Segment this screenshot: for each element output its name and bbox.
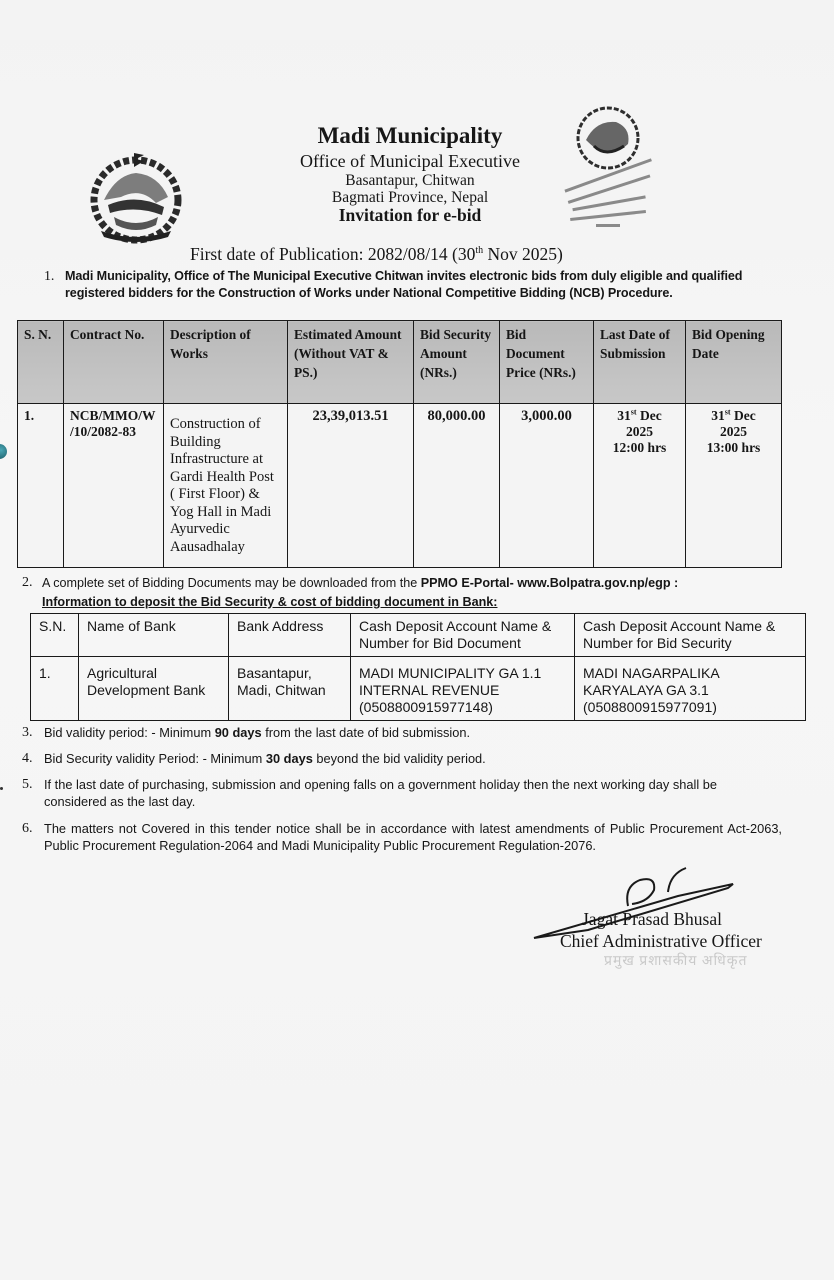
org-name: Madi Municipality xyxy=(317,123,503,148)
doc-account-number: (0508800915977148) xyxy=(359,699,493,715)
submission-day: 31 xyxy=(617,408,631,423)
municipality-seal-stamp xyxy=(548,102,668,230)
table-header-row xyxy=(18,321,782,404)
signature-block xyxy=(560,908,820,972)
bank-cell-name: Agricultural Development Bank xyxy=(79,657,229,721)
signatory-title: Chief Administrative Officer xyxy=(560,931,762,951)
item-text-bold: 30 days xyxy=(265,751,313,766)
bank-cell-security-account xyxy=(575,657,806,721)
opening-month: Dec xyxy=(730,408,756,423)
bank-cell-address: Basantapur, Madi, Chitwan xyxy=(229,657,351,721)
bank-cell-doc-account xyxy=(351,657,575,721)
address-line-1: Basantapur, Chitwan xyxy=(345,172,475,189)
list-item xyxy=(22,776,782,810)
opening-day: 31 xyxy=(711,408,725,423)
nepal-emblem-logo xyxy=(86,145,186,245)
security-account-name: MADI NAGARPALIKA KARYALAYA GA 3.1 xyxy=(583,665,719,698)
bank-table xyxy=(30,613,806,721)
publication-sup: th xyxy=(475,245,484,257)
publication-tail: Nov 2025) xyxy=(483,244,563,264)
bank-col-name: Name of Bank xyxy=(79,614,229,657)
cell-sn: 1. xyxy=(18,404,64,568)
paragraph-text xyxy=(42,574,822,592)
portal-link[interactable]: PPMO E-Portal- www.Bolpatra.gov.np/egp : xyxy=(420,576,679,590)
item-text-pre: Bid validity period: - Minimum xyxy=(44,725,215,740)
bank-table-header-row xyxy=(31,614,806,657)
paragraph-number: 1. xyxy=(44,269,55,284)
item-text-pre: Bid Security validity Period: - Minimum xyxy=(44,751,266,766)
faded-stamp-text: प्रमुख प्रशासकीय अधिकृत xyxy=(604,954,748,969)
doc-account-name: MADI MUNICIPALITY GA 1.1 INTERNAL REVENUE xyxy=(359,665,542,698)
cell-description: Construction of Building Infrastructure at Gardi Health Post ( First Floor) & Yog Hall in Madi Ayurvedic Aausadhalay xyxy=(164,404,288,568)
col-header-contract-no: Contract No. xyxy=(64,321,164,404)
col-header-opening-date: Bid Opening Date xyxy=(686,321,782,404)
item-text xyxy=(44,776,782,810)
bank-info-subheading: Information to deposit the Bid Security & cost of bidding document in Bank: xyxy=(42,595,498,609)
item-text-pre: If the last date of purchasing, submission and opening falls on a government holiday then the next working day shall be considered as the last day. xyxy=(44,777,717,809)
bank-col-sn: S.N. xyxy=(31,614,79,657)
col-header-last-date: Last Date of Submission xyxy=(594,321,686,404)
item-text xyxy=(44,724,782,741)
list-item xyxy=(22,724,782,741)
col-header-sn: S. N. xyxy=(18,321,64,404)
bank-cell-sn: 1. xyxy=(31,657,79,721)
col-header-estimated-amount: Estimated Amount (Without VAT & PS.) xyxy=(288,321,414,404)
paragraph-2 xyxy=(22,574,822,592)
edge-dot xyxy=(0,787,3,790)
signatory-name: Jagat Prasad Bhusal xyxy=(582,909,722,929)
col-header-doc-price: Bid Document Price (NRs.) xyxy=(500,321,594,404)
item-text-bold: 90 days xyxy=(214,725,262,740)
paragraph-2-text: A complete set of Bidding Documents may be downloaded from the xyxy=(42,576,421,590)
conditions-list xyxy=(22,724,782,863)
publication-date xyxy=(190,244,660,264)
cell-estimated-amount: 23,39,013.51 xyxy=(288,404,414,568)
table-row xyxy=(31,657,806,721)
publication-label: First date of Publication: 2082/08/14 (30 xyxy=(190,244,476,264)
opening-sup: st xyxy=(724,407,731,417)
item-text xyxy=(44,820,782,854)
address-line-2: Bagmati Province, Nepal xyxy=(331,189,489,206)
bank-col-doc-account: Cash Deposit Account Name & Number for Bid Document xyxy=(351,614,575,657)
submission-time: 12:00 hrs xyxy=(612,440,667,455)
item-text-post: from the last date of bid submission. xyxy=(261,725,471,740)
header-block xyxy=(270,122,550,225)
office-name: Office of Municipal Executive xyxy=(299,151,521,171)
cell-doc-price: 3,000.00 xyxy=(500,404,594,568)
table-row xyxy=(18,404,782,568)
item-number: 4. xyxy=(22,751,33,766)
list-item xyxy=(22,820,782,854)
cell-bid-security: 80,000.00 xyxy=(414,404,500,568)
contract-table xyxy=(17,320,782,568)
item-text-pre: The matters not Covered in this tender notice shall be in accordance with latest amendments of Public Procurement Act-2063, Public Procurement Regulation-2064 and Madi Municipality Public Procurement Regulation-2076. xyxy=(44,821,782,853)
col-header-bid-security: Bid Security Amount (NRs.) xyxy=(414,321,500,404)
cell-last-date xyxy=(594,404,686,568)
cell-contract-no: NCB/MMO/W /10/2082-83 xyxy=(64,404,164,568)
submission-month: Dec xyxy=(636,408,662,423)
opening-date-line xyxy=(692,408,775,424)
paragraph-1 xyxy=(44,268,784,302)
bank-col-security-account: Cash Deposit Account Name & Number for Bid Security xyxy=(575,614,806,657)
submission-year: 2025 xyxy=(626,424,653,439)
paragraph-number: 2. xyxy=(22,575,33,590)
submission-sup: st xyxy=(630,407,637,417)
bank-col-address: Bank Address xyxy=(229,614,351,657)
opening-time: 13:00 hrs xyxy=(706,440,761,455)
item-text-post: beyond the bid validity period. xyxy=(312,751,486,766)
list-item xyxy=(22,750,782,767)
security-account-number: (0508800915977091) xyxy=(583,699,717,715)
item-number: 6. xyxy=(22,821,33,836)
col-header-description: Description of Works xyxy=(164,321,288,404)
item-number: 5. xyxy=(22,777,33,792)
opening-year: 2025 xyxy=(720,424,747,439)
binder-hole-mark xyxy=(0,444,7,459)
submission-date-line xyxy=(600,408,679,424)
paragraph-text: Madi Municipality, Office of The Municipal Executive Chitwan invites electronic bids from duly eligible and qualified registered bidders for the Construction of Works under National Competitive Bidding (NCB) Procedure. xyxy=(65,269,743,300)
document-title: Invitation for e-bid xyxy=(338,205,482,225)
cell-opening-date xyxy=(686,404,782,568)
item-number: 3. xyxy=(22,725,33,740)
bank-section xyxy=(22,574,822,721)
item-text xyxy=(44,750,782,767)
